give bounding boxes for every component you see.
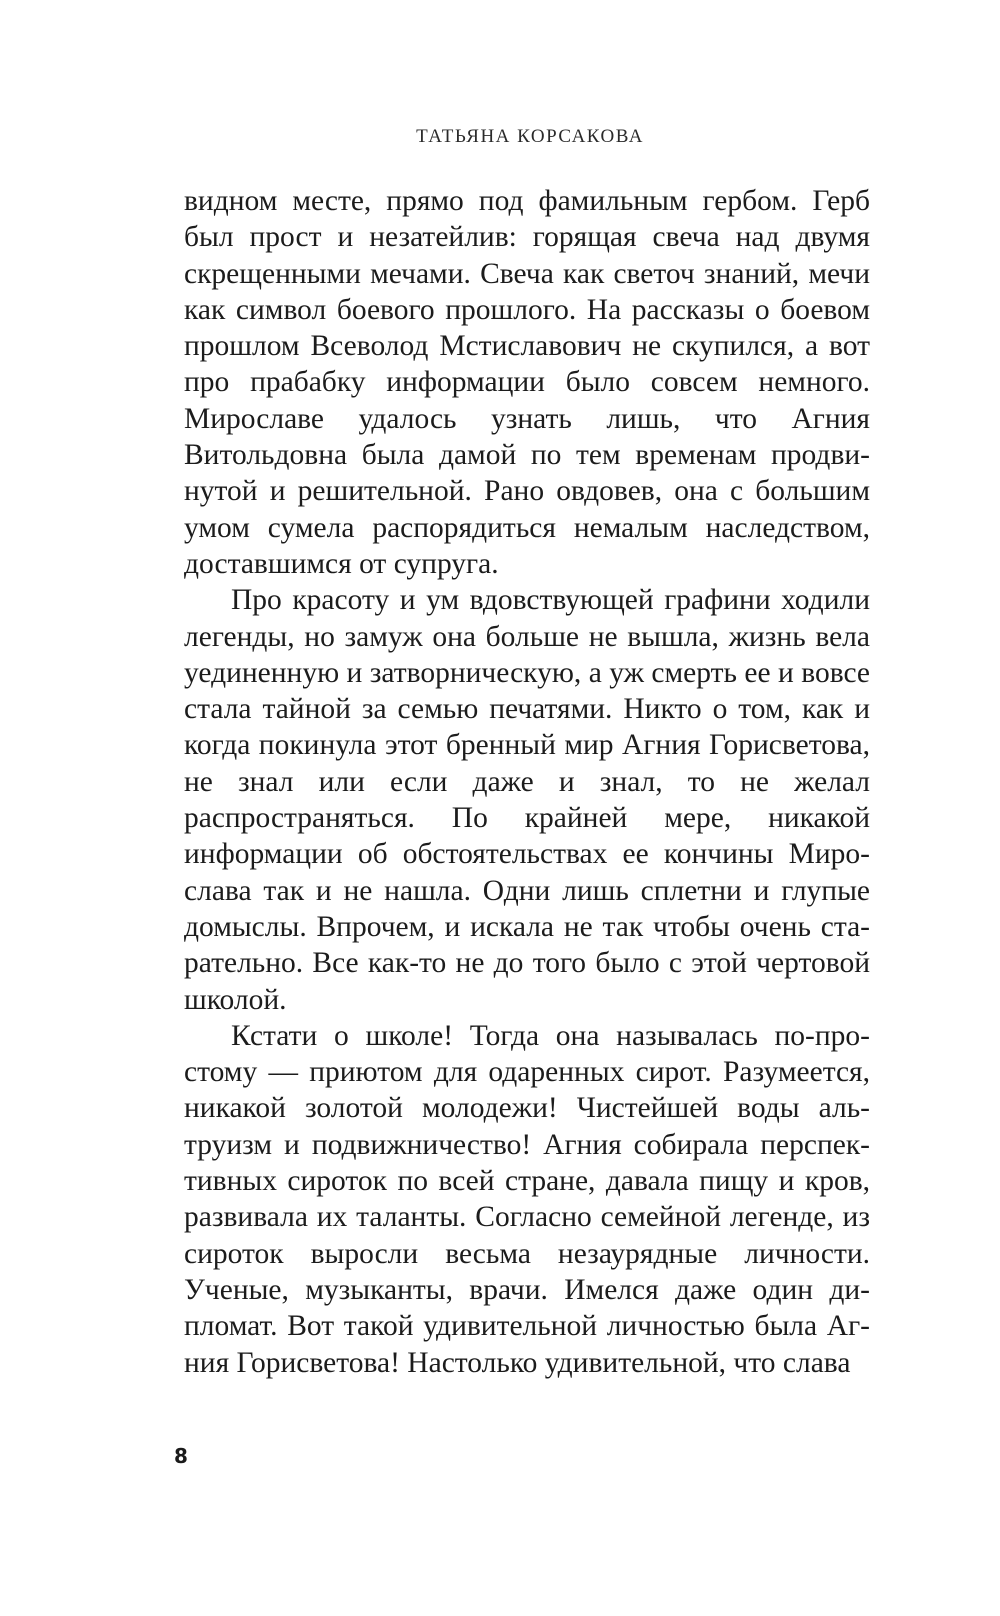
page-number: 8 bbox=[174, 1444, 188, 1468]
paragraph-1: видном месте, прямо под фамильным гербом. Герб был прост и незатейлив: горящая свеча над двумя скрещенными мечами. Свеча как светоч знаний, мечи как символ боевого прошлого. На рассказы о боевом прошлом Всеволод Мстиславович не скупился, а вот про прабабку информации было совсем немного. Мирославе удалось узнать лишь, что Агния Витольдовна была дамой по тем временам продвинутой и решительной. Рано овдовев, она с большим умом сумела распорядиться немалым наследством, доставшимся от супруга. bbox=[184, 185, 870, 580]
body-text bbox=[184, 183, 870, 1381]
paragraph-3: Кстати о школе! Тогда она называлась по-простому — приютом для одаренных сирот. Разумеется, никакой золотой молодежи! Чистейшей воды альтруизм и подвижничество! Агния собирала перспективных сироток по всей стране, давала пищу и кров, развивала их таланты. Согласно семейной легенде, из сироток выросли весьма незаурядные личности. Ученые, музыканты, врачи. Имелся даже один дипломат. Вот такой удивительной личностью была Агния Горисветова! Настолько удивительной, что слава bbox=[184, 1019, 870, 1379]
paragraph-2: Про красоту и ум вдовствующей графини ходили легенды, но замуж она больше не вышла, жизнь вела уединенную и затворническую, а уж смерть ее и вовсе стала тайной за семью печатями. Никто о том, как и когда покинула этот бренный мир Агния Горисветова, не знал или если даже и знал, то не желал распространяться. По крайней мере, никакой информации об обстоятельствах ее кончины Мирослава так и не нашла. Одни лишь сплетни и глупые домыслы. Впрочем, и искала не так чтобы очень старательно. Все как-то не до того было с этой чертовой школой. bbox=[184, 584, 870, 1016]
running-header-author: ТАТЬЯНА КОРСАКОВА bbox=[416, 126, 644, 147]
